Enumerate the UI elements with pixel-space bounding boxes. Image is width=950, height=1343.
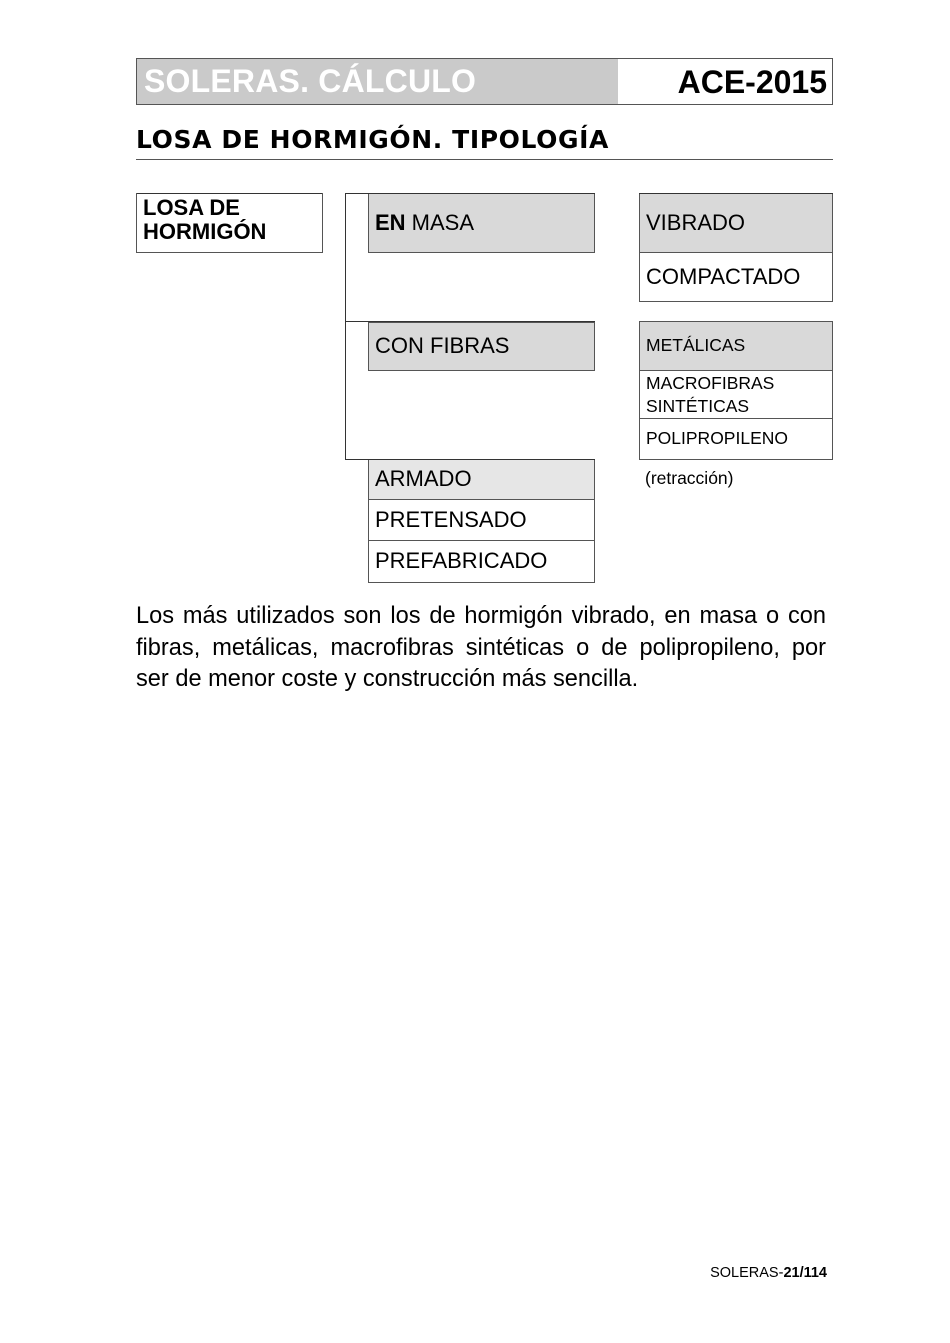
en-masa-bold: EN — [375, 209, 406, 235]
body-paragraph: Los más utilizados son los de hormigón vibrado, en masa o con fibras, metálicas, macrofibras sintéticas o de polipropileno, por ser de menor coste y construcción más sencilla. — [136, 603, 826, 692]
prefabricado-label: PREFABRICADO — [375, 548, 548, 574]
macrofibras-box — [639, 371, 833, 419]
pretensado-label: PRETENSADO — [375, 506, 527, 532]
polipropileno-label: POLIPROPILENO — [646, 428, 788, 449]
footer-prefix: SOLERAS- — [710, 1265, 784, 1281]
con-fibras-box — [368, 322, 595, 371]
en-masa-rest: MASA — [405, 209, 475, 235]
compactado-label: COMPACTADO — [646, 263, 801, 289]
page-number: 21/114 — [783, 1265, 827, 1281]
header-title: SOLERAS. CÁLCULO — [137, 59, 618, 104]
compactado-box — [639, 253, 833, 302]
retraccion-note: (retracción) — [645, 468, 734, 488]
root-line-1: LOSA DE — [143, 195, 240, 220]
pretensado-box — [368, 500, 595, 541]
root-line-2: HORMIGÓN — [143, 219, 267, 244]
trunk-line — [345, 193, 346, 460]
con-fibras-label: CON FIBRAS — [375, 333, 510, 359]
vibrado-box — [639, 194, 833, 253]
en-masa-box — [368, 194, 595, 253]
metalicas-label: METÁLICAS — [646, 335, 746, 356]
macrofibras-line-1: MACROFIBRAS — [646, 372, 775, 393]
prefabricado-box — [368, 541, 595, 583]
page-footer — [620, 1265, 827, 1281]
armado-box — [368, 460, 595, 500]
section-title: LOSA DE HORMIGÓN. TIPOLOGÍA — [136, 122, 833, 160]
vibrado-label: VIBRADO — [646, 209, 746, 235]
polipropileno-box — [639, 419, 833, 460]
armado-label: ARMADO — [375, 466, 472, 492]
metalicas-box — [639, 321, 833, 371]
macrofibras-line-2: SINTÉTICAS — [646, 395, 750, 416]
document-header — [136, 58, 833, 105]
header-code: ACE-2015 — [618, 59, 832, 104]
root-box — [136, 193, 323, 253]
